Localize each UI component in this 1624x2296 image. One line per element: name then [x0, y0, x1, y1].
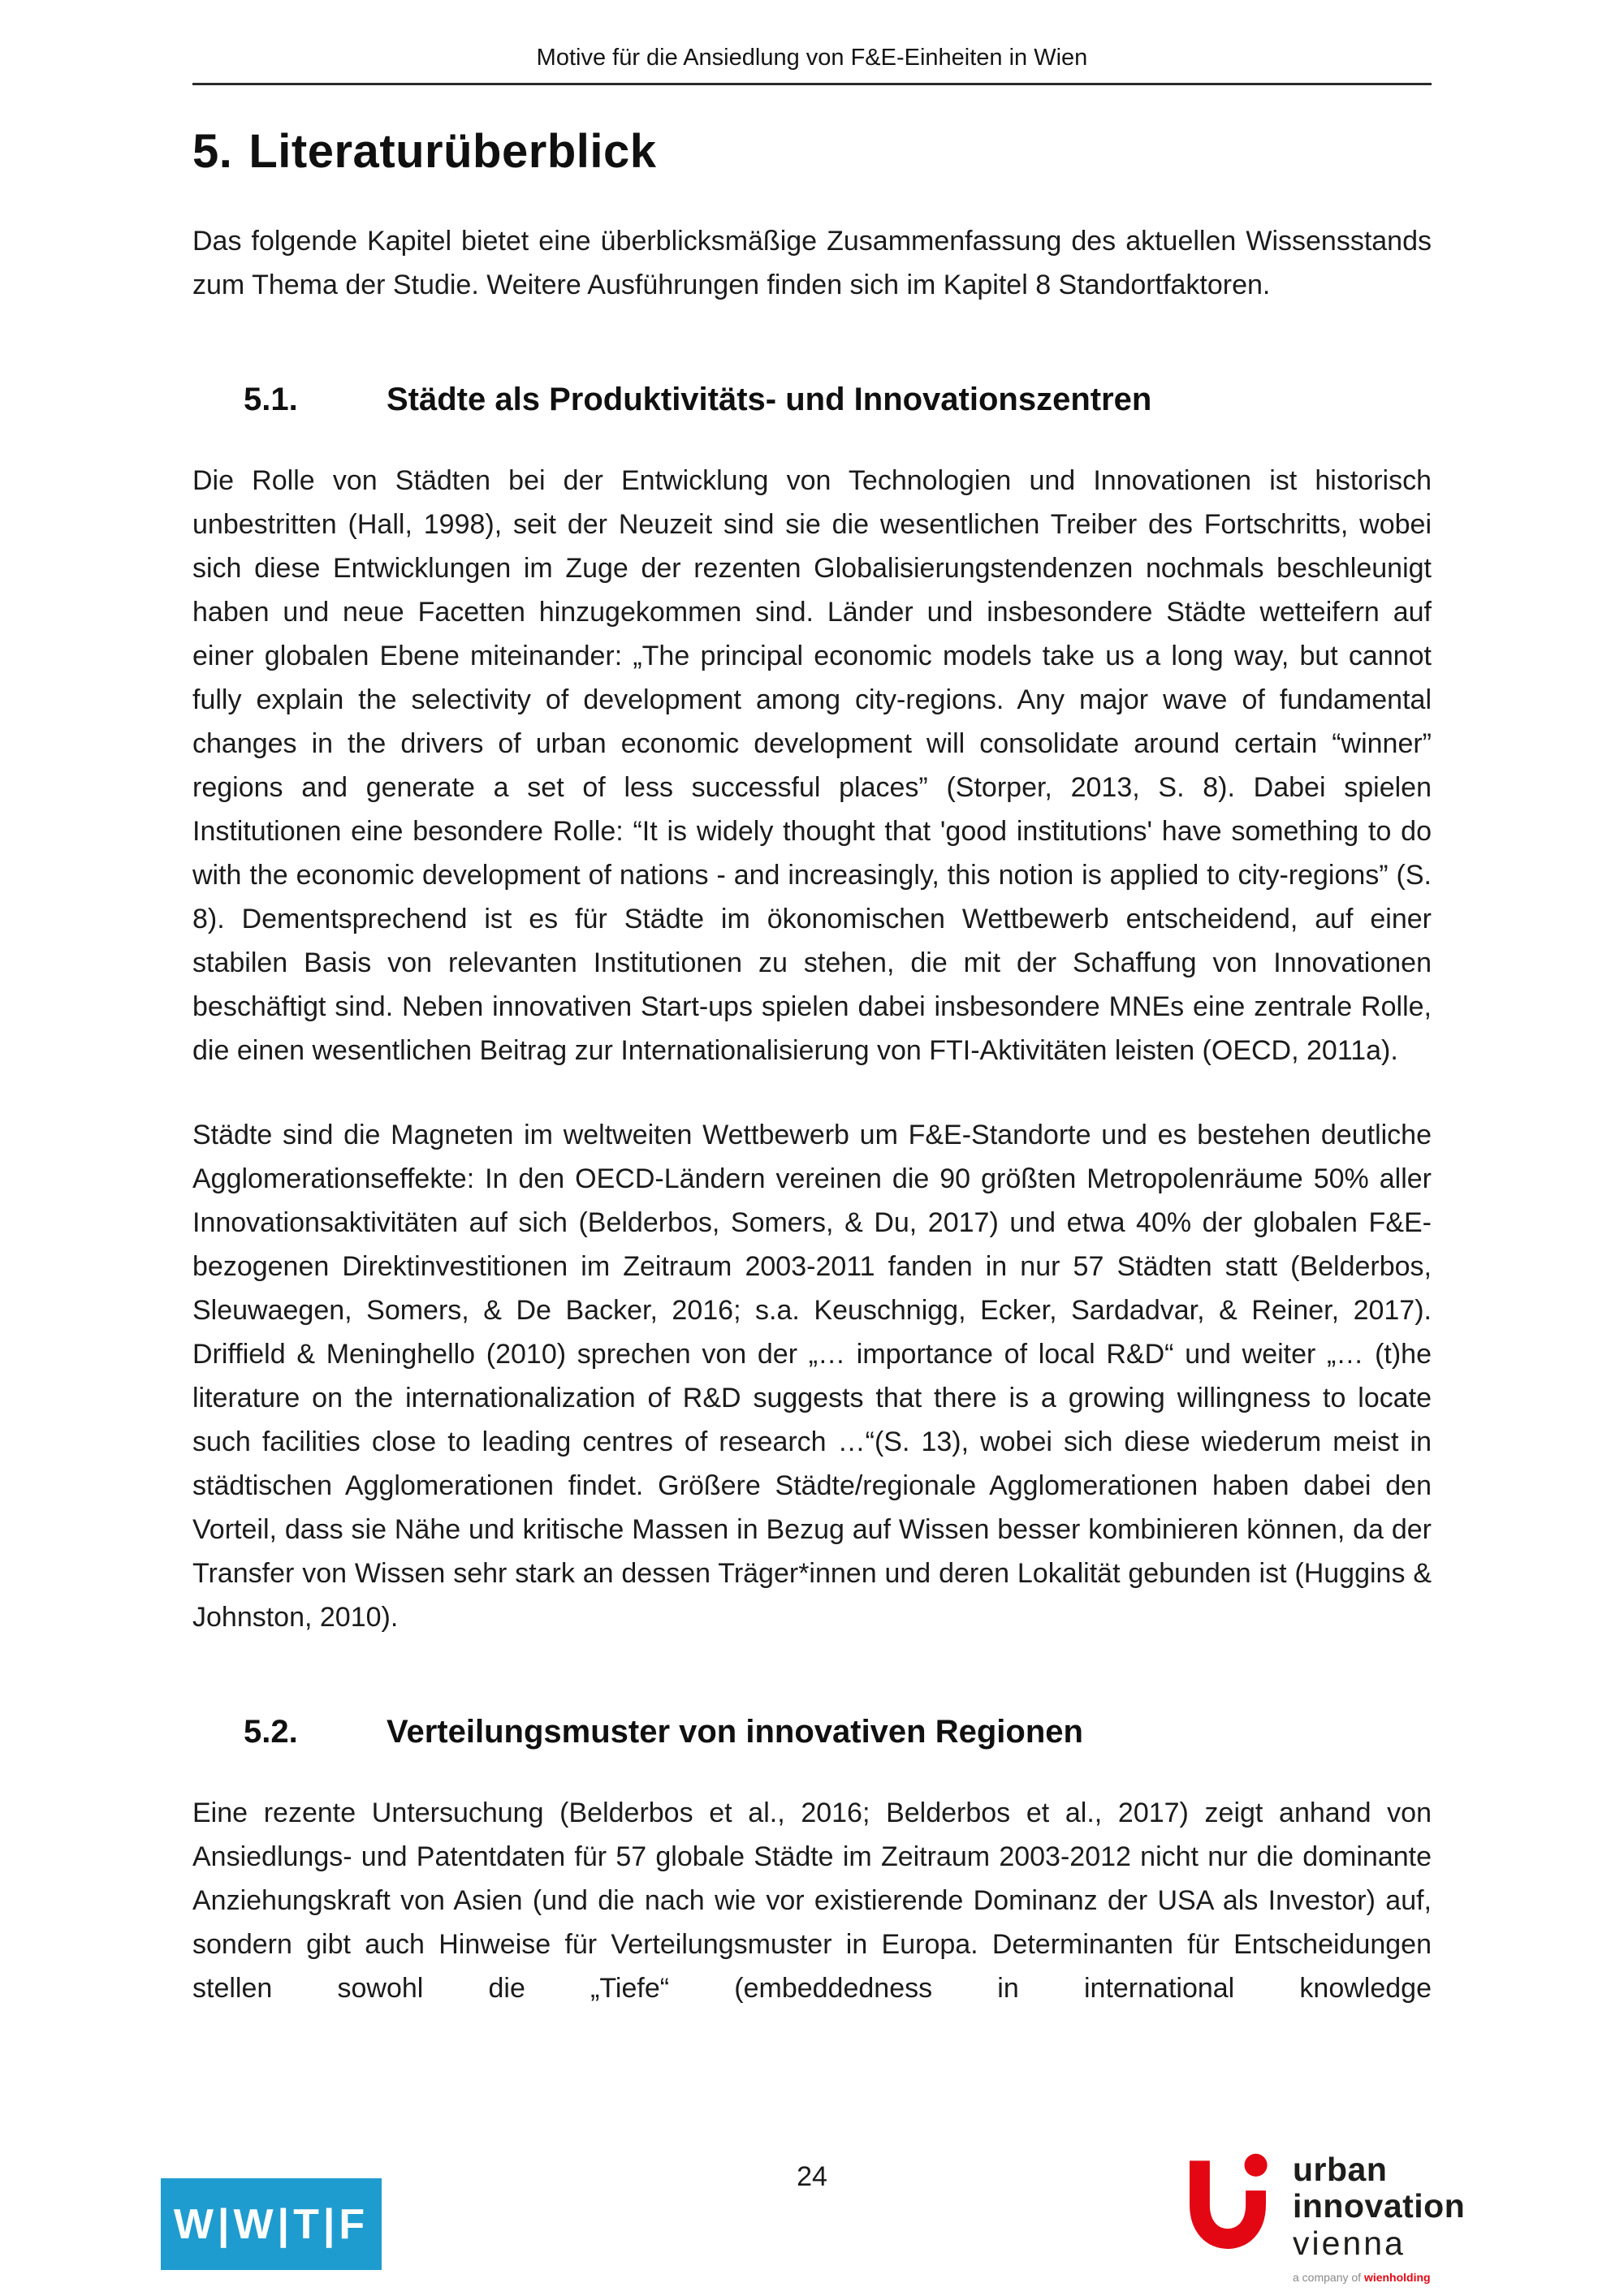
- uiv-tagline-prefix: a company of: [1293, 2271, 1364, 2284]
- intro-paragraph: Das folgende Kapitel bietet eine überblicksmäßige Zusammenfassung des aktuellen Wissensstands zum Thema der Studie. Weitere Ausführungen finden sich im Kapitel 8 Standortfaktoren.: [192, 226, 1432, 300]
- wwtf-logo-text: W|W|T|F: [173, 2200, 369, 2248]
- section-title: Städte als Produktivitäts- und Innovationszentren: [387, 382, 1152, 417]
- uiv-tagline-brand: wienholding: [1363, 2271, 1431, 2284]
- uiv-tagline: [1293, 2271, 1465, 2284]
- uiv-u-dot-icon: [1184, 2151, 1272, 2253]
- chapter-title: [192, 124, 1432, 179]
- page-content: [192, 0, 1432, 2010]
- chapter-title-text: Literaturüberblick: [248, 125, 657, 178]
- running-header: Motive für die Ansiedlung von F&E-Einheiten in Wien: [192, 0, 1432, 85]
- section-heading-5-1: [192, 382, 1432, 418]
- wwtf-logo: [161, 2178, 382, 2270]
- section-number: 5.1.: [244, 382, 298, 417]
- section-5-1-paragraph-2: Städte sind die Magneten im weltweiten Wettbewerb um F&E-Standorte und es bestehen deutliche Agglomerationseffekte: In den OECD-Ländern vereinen die 90 größten Metropolenräume 50% aller Innovationsaktivitäten auf sich (Belderbos, Somers, & Du, 2017) und etwa 40% der globalen F&E-bezogenen Direktinvestitionen im Zeitraum 2003-2011 fanden in nur 57 Städten statt (Belderbos, Sleuwaegen, Somers, & De Backer, 2016; s.a. Keuschnigg, Ecker, Sardadvar, & Reiner, 2017). Driffield & Meninghello (2010) sprechen von der „… importance of local R&D“ und weiter „… (t)he literature on the internationalization of R&D suggests that there is a growing willingness to locate such facilities close to leading centres of research …“(S. 13), wobei sich diese wiederum meist in städtischen Agglomerationen findet. Größere Städte/regionale Agglomerationen haben dabei den Vorteil, dass sie Nähe und kritische Massen in Bezug auf Wissen besser kombinieren können, da der Transfer von Wissen sehr stark an dessen Träger*innen und deren Lokalität gebunden ist (Huggins & Johnston, 2010).: [192, 1120, 1432, 1633]
- page-number: 24: [797, 2161, 827, 2192]
- chapter-number: 5.: [192, 125, 233, 178]
- uiv-word-urban: urban: [1293, 2151, 1388, 2188]
- urban-innovation-vienna-logo: [1184, 2151, 1465, 2284]
- section-5-2-paragraph-1: Eine rezente Untersuchung (Belderbos et al., 2016; Belderbos et al., 2017) zeigt anhand von Ansiedlungs- und Patentdaten für 57 globale Städte im Zeitraum 2003-2012 nicht nur die dominante Anziehungskraft von Asien (und die nach wie vor existierende Dominanz der USA als Investor) auf, sondern gibt auch Hinweise für Verteilungsmuster in Europa. Determinanten für Entscheidungen stellen sowohl die „Tiefe“ (embeddedness in international knowledge: [192, 1798, 1432, 2004]
- section-number: 5.2.: [244, 1714, 298, 1750]
- section-heading-5-2: [192, 1714, 1432, 1750]
- uiv-logo-text: [1293, 2151, 1465, 2284]
- section-5-1-paragraph-1: Die Rolle von Städten bei der Entwicklung von Technologien und Innovationen ist historisch unbestritten (Hall, 1998), seit der Neuzeit sind sie die wesentlichen Treiber des Fortschritts, wobei sich diese Entwicklungen im Zuge der rezenten Globalisierungstendenzen nochmals beschleunigt haben und neue Facetten hinzugekommen sind. Länder und insbesondere Städte wetteifern auf einer globalen Ebene miteinander: „The principal economic models take us a long way, but cannot fully explain the selectivity of development among city-regions. Any major wave of fundamental changes in the drivers of urban economic development will consolidate around certain “winner” regions and generate a set of less successful places” (Storper, 2013, S. 8). Dabei spielen Institutionen eine besondere Rolle: “It is widely thought that 'good institutions' have something to do with the economic development of nations - and increasingly, this notion is applied to city-regions” (S. 8). Dementsprechend ist es für Städte im ökonomischen Wettbewerb entscheidend, auf einer stabilen Basis von relevanten Institutionen zu stehen, die mit der Schaffung von Innovationen beschäftigt sind. Neben innovativen Start-ups spielen dabei insbesondere MNEs eine zentrale Rolle, die einen wesentlichen Beitrag zur Internationalisierung von FTI-Aktivitäten leisten (OECD, 2011a).: [192, 465, 1432, 1066]
- uiv-word-vienna: vienna: [1293, 2225, 1406, 2262]
- uiv-word-innovation: innovation: [1293, 2187, 1466, 2225]
- section-title: Verteilungsmuster von innovativen Regionen: [387, 1714, 1083, 1750]
